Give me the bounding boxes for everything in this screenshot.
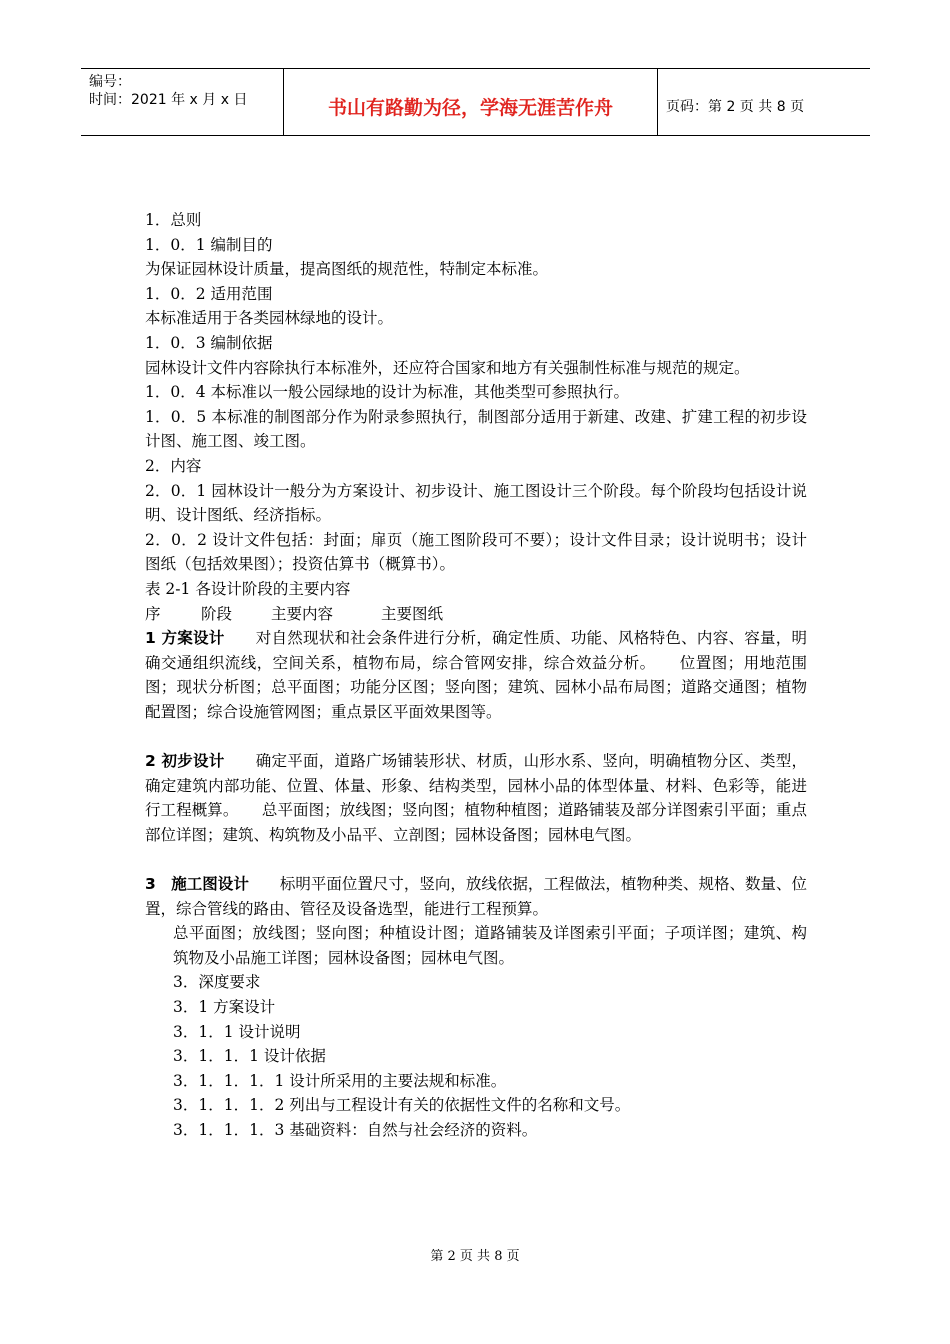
header-page-info: 页码：第 2 页 共 8 页 (666, 99, 805, 115)
paragraph: 1．0．4 本标准以一般公园绿地的设计为标准，其他类型可参照执行。 (145, 383, 630, 402)
table-caption: 表 2-1 各设计阶段的主要内容 (145, 579, 351, 598)
section-heading: 1．总则 (145, 211, 202, 229)
subsection-heading: 1．0．2 适用范围 (145, 284, 273, 303)
paragraph: 3．1．1．1．1 设计所采用的主要法规和标准。 (173, 1071, 507, 1090)
paragraph: 3．1．1．1．2 列出与工程设计有关的依据性文件的名称和文号。 (173, 1096, 631, 1115)
subsection-heading: 1．0．1 编制目的 (145, 235, 273, 254)
header-meta (81, 69, 283, 135)
paragraph: 2．0．1 园林设计一般分为方案设计、初步设计、施工图设计三个阶段。每个阶段均包括设计说明、设计图纸、经济指标。 (145, 481, 807, 525)
table-row-drawings: 总平面图；放线图；竖向图；种植设计图；道路铺装及详图索引平面；子项详图；建筑、构筑物及小品施工详图；园林设备图；园林电气图。 (173, 924, 807, 967)
table-row-text: 确定平面，道路广场铺装形状、材质，山形水系、竖向，明确植物分区、类型，确定建筑内部功能、位置、体量、形象、结构类型，园林小品的体型体量、材料、色彩等，能进行工程概算。 总平面图；放线图；竖向图；植物种植图；道路铺装及部分详图索引平面；重点部位详图；建筑、构筑物及小品平、立剖图；园林设备图；园林电气图。 (145, 752, 807, 844)
spacer (145, 724, 807, 749)
table-col-content: 主要内容 (271, 604, 334, 623)
section-heading: 3．深度要求 (173, 973, 261, 992)
subsection-heading: 3．1 方案设计 (173, 998, 276, 1016)
table-col-drawings: 主要图纸 (381, 604, 444, 623)
spacer (145, 847, 807, 872)
table-row-label: 1 方案设计 (145, 629, 225, 648)
table-row-text: 标明平面位置尺寸，竖向，放线依据，工程做法，植物种类、规格、数量、位置，综合管线的路由、管径及设备选型，能进行工程预算。 (145, 875, 807, 918)
header-motto: 书山有路勤为径，学海无涯苦作舟 (283, 69, 658, 135)
page-footer: 第 2 页 共 8 页 (430, 1249, 520, 1264)
document-number-label: 编号： (89, 74, 131, 90)
paragraph: 3．1．1．1．3 基础资料：自然与社会经济的资料。 (173, 1120, 538, 1139)
table-header-row (145, 602, 807, 627)
table-row (145, 749, 807, 847)
table-row (145, 626, 807, 724)
table-col-stage: 阶段 (201, 604, 233, 623)
table-row-label: 3 施工图设计 (145, 875, 249, 894)
paragraph: 为保证园林设计质量，提高图纸的规范性，特制定本标准。 (145, 260, 549, 279)
subsection-heading: 3．1．1．1 设计依据 (173, 1047, 326, 1066)
paragraph: 2．0．2 设计文件包括：封面；扉页（施工图阶段可不要）；设计文件目录；设计说明书；设计图纸（包括效果图）；投资估算书（概算书）。 (145, 530, 807, 574)
table-row (145, 872, 807, 921)
section-heading: 2．内容 (145, 456, 202, 475)
paragraph: 1．0．5 本标准的制图部分作为附录参照执行，制图部分适用于新建、改建、扩建工程的初步设计图、施工图、竣工图。 (145, 407, 807, 451)
page-header (81, 68, 870, 136)
table-row-label: 2 初步设计 (145, 752, 225, 771)
table-col-index: 序 (145, 604, 161, 623)
subsection-heading: 1．0．3 编制依据 (145, 333, 273, 352)
document-body (145, 208, 807, 1143)
table-row-text: 对自然现状和社会条件进行分析，确定性质、功能、风格特色、内容、容量，明确交通组织流线，空间关系，植物布局，综合管网安排，综合效益分析。 位置图；用地范围图；现状分析图；总平面图；功能分区图；竖向图；建筑、园林小品布局图；道路交通图；植物配置图；综合设施管网图；重点景区平面效果图等。 (145, 629, 807, 721)
subsection-heading: 3．1．1 设计说明 (173, 1022, 301, 1041)
paragraph: 园林设计文件内容除执行本标准外，还应符合国家和地方有关强制性标准与规范的规定。 (145, 358, 750, 377)
document-date: 时间：2021 年 x 月 x 日 (89, 92, 248, 108)
paragraph: 本标准适用于各类园林绿地的设计。 (145, 309, 394, 328)
